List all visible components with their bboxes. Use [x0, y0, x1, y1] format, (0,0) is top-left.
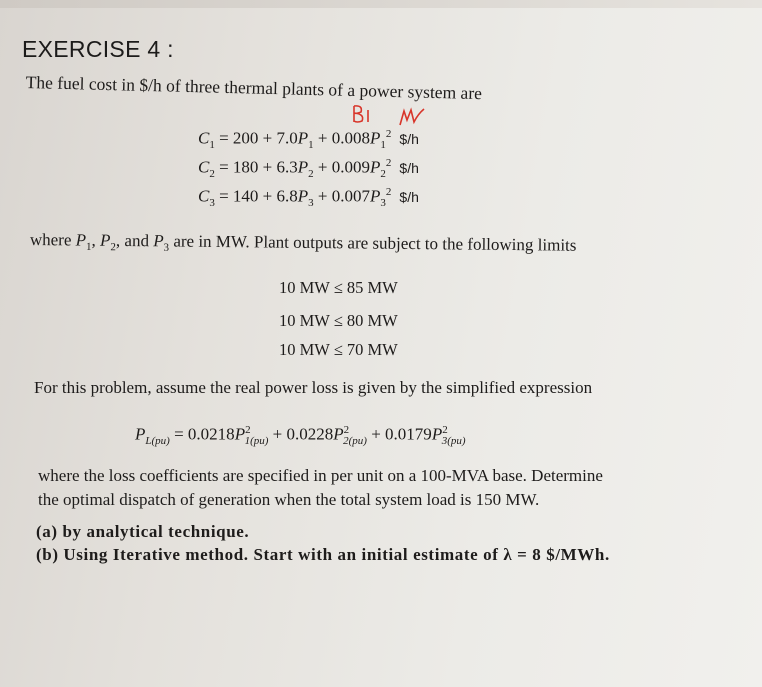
cost-equation-1: $C_1 = 200 + 7.0P_1 + 0.008P_1^2$ $/h [198, 128, 419, 152]
dispatch-text: the optimal dispatch of generation when the total system load is 150 MW. [38, 490, 540, 509]
cost-equation-2: $C_2 = 180 + 6.3P_2 + 0.009P_2^2$ $/h [198, 157, 419, 181]
handwritten-m-mark [398, 106, 426, 128]
cost-equation-3: $C_3 = 140 + 6.8P_3 + 0.007P_3^2$ $/h [198, 186, 419, 210]
handwritten-beta-mark [351, 104, 377, 124]
intro-text: The fuel cost in $/h of three thermal plants of a power system are [25, 72, 483, 104]
loss-equation: $P_{L(pu)} = 0.0218P^2_{1(pu)} + 0.0228P^2_{2(pu)} + 0.0179P^2_{3(pu)}$ [135, 424, 466, 448]
variables-description: where $P_1$, $P_2$, and $P_3$ are in MW. Plant outputs are subject to the following limits [29, 230, 577, 255]
part-a: (a) by analytical technique. [36, 522, 250, 541]
limit-line-3: 10 MW ≤ 70 MW [279, 340, 398, 359]
loss-intro-text: For this problem, assume the real power loss is given by the simplified expression [34, 378, 593, 397]
exercise-heading: EXERCISE 4 : [22, 36, 174, 62]
limit-line-1: 10 MW ≤ 85 MW [279, 278, 398, 297]
page-top-edge [0, 0, 762, 8]
loss-coefficients-text: where the loss coefficients are specified in per unit on a 100-MVA base. Determine [38, 466, 603, 485]
part-b: (b) Using Iterative method. Start with an initial estimate of λ = 8 $/MWh. [36, 545, 610, 564]
limit-line-2: 10 MW ≤ 80 MW [279, 311, 398, 330]
